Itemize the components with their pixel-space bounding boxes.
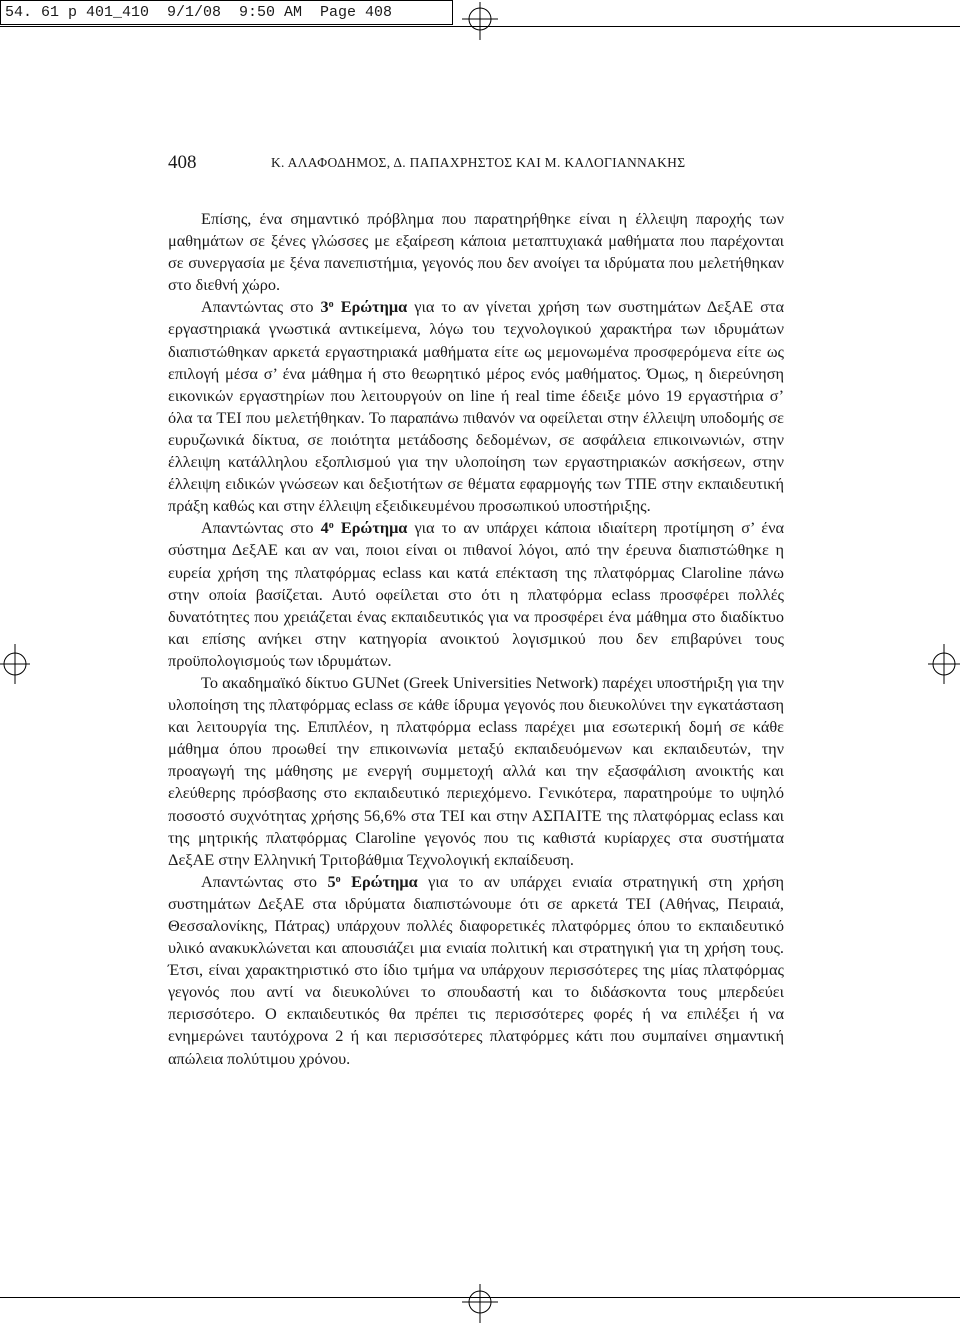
running-head-authors: Κ. ΑΛΑΦΟΔΗΜΟΣ, Δ. ΠΑΠΑΧΡΗΣΤΟΣ ΚΑΙ Μ. ΚΑΛΟΓΙΑΝΝΑΚΗΣ bbox=[271, 155, 686, 170]
registration-mark-top bbox=[460, 0, 500, 42]
page-number: 408 bbox=[168, 152, 197, 173]
question-label bbox=[321, 518, 408, 537]
paragraph-rest: για το αν υπάρχει ενιαία στρατηγική στη χρήση συστημάτων ΔεξΑΕ στα ιδρύματα διαπιστώνουμε ότι σε αρκετά ΤΕΙ (Αθήνας, Πειραιά, Θεσσαλονίκης, Πάτρας) υπάρχουν πολλές διαφορετικές πλατφόρμες όπου το εκπαιδευτικό υλικό ανακυκλώνεται και απουσιάζει μια ενιαία πολιτική και στρατηγική για τη χρήση τους. Έτσι, είναι χαρακτηριστικό στο ίδιο τμήμα να υπάρχουν περισσότερες της μίας πλατφόρμας γεγονός που αντί να διευκολύνει το σπουδαστή και το διδάσκοντα τους μπερδεύει περισσότερο. Ο εκπαιδευτικός θα πρέπει τις περισσότερες φορές ή να επιλέξει ή να ενημερώνει ταυτόχρονα 2 ή και περισσότερες πλατφόρμες κάτι που συμπαίνει σημαντική απώλεια πολύτιμου χρόνου. bbox=[168, 871, 784, 1068]
paragraph-1: Επίσης, ένα σημαντικό πρόβλημα που παρατηρήθηκε είναι η έλλειψη παροχής των μαθημάτων σε ξένες γλώσσες με εξαίρεση κάποια μεταπτυχιακά μαθήματα που παρέχονται σε συνεργασία με ξένα πανεπιστήμια, γεγονός που δεν ανοίγει τα ιδρύματα που μελετήθηκαν στο διεθνή χώρο. bbox=[168, 209, 784, 295]
paragraph-lead: Απαντώντας στο bbox=[201, 871, 328, 891]
question-number: 3 bbox=[320, 297, 329, 317]
question-label bbox=[327, 872, 417, 891]
question-word: Ερώτημα bbox=[351, 871, 418, 891]
question-number: 5 bbox=[327, 871, 336, 891]
ordinal-suffix: ο bbox=[335, 873, 341, 885]
paragraph-rest: για το αν γίνεται χρήση των συστημάτων ΔεξΑΕ στα εργαστηριακά γνωστικά αντικείμενα, λόγω του τεχνολογικού χαρακτήρα των ιδρυμάτων διαπιστώθηκαν αρκετά εργαστηριακά μαθήματα είτε ως μεμονωμένα προσφερόμενα είτε ως επιλογή μέσα σ’ ένα μάθημα ή στο θεωρητικό μέρος ενός μαθήματος. Όμως, η διερεύνηση εικονικών εργαστηρίων που λειτουργούν on line ή real time έδειξε μόνο 19 εργαστήρια σ’ όλα τα ΤΕΙ που μελετήθηκαν. Το παραπάνω πιθανόν να οφείλεται στην έλλειψη υποδομής σε ευρυζωνικά δίκτυα, σε ποιότητα μετάδοσης δεδομένων, σε ασφάλεια επικοινωνιών, στην έλλειψη κατάλληλου εξοπλισμού για την υλοποίηση των εργαστηριακών ασκήσεων, στην έλλειψη ειδικών γνώσεων και δεξιοτήτων σε θέματα εφαρμογής των ΤΠΕ στην εκπαιδευτική πράξη καθώς και στην έλλειψη εξειδικευμένου προσωπικού υποστήριξης. bbox=[168, 297, 784, 516]
paragraph-5 bbox=[168, 871, 784, 1070]
registration-mark-bottom bbox=[460, 1282, 500, 1323]
paragraph-lead: Απαντώντας στο bbox=[201, 518, 321, 538]
ordinal-suffix: ο bbox=[328, 299, 334, 311]
paragraph-rest: για το αν υπάρχει κάποια ιδιαίτερη προτίμηση σ’ ένα σύστημα ΔεξΑΕ και αν ναι, ποιοι είναι οι πιθανοί λόγοι, από την έρευνα διαπιστώθηκε η ευρεία χρήση της πλατφόρμας eclass και κατά επέκταση της πλατφόρμας Claroline πάνω στην οποία βασίζεται. Αυτό οφείλεται στο ότι η πλατφόρμα eclass προσφέρει πολλές δυνατότητες που χρειάζεται ένας εκπαιδευτικός για να προσφέρει ένα μάθημα στο διαδίκτυο και επίσης ανήκει στην κατηγορία ανοικτού λογισμικού που δεν επιβαρύνει τους προϋπολογισμούς των ιδρυμάτων. bbox=[168, 518, 784, 670]
question-word: Ερώτημα bbox=[340, 297, 408, 317]
registration-mark-right bbox=[926, 642, 960, 686]
paragraph-lead: Απαντώντας στο bbox=[201, 297, 321, 317]
print-slug: 54. 61 p 401_410 9/1/08 9:50 AM Page 408 bbox=[0, 0, 453, 25]
question-label bbox=[321, 297, 408, 316]
question-word: Ερώτημα bbox=[340, 518, 408, 538]
paragraph-3 bbox=[168, 517, 784, 672]
question-number: 4 bbox=[320, 518, 329, 538]
registration-mark-left bbox=[0, 642, 30, 686]
paragraph-2 bbox=[168, 296, 784, 517]
ordinal-suffix: ο bbox=[328, 520, 334, 532]
running-head bbox=[168, 152, 788, 176]
paragraph-4: Το ακαδημαϊκό δίκτυο GUNet (Greek Universities Network) παρέχει υποστήριξη για την υλοποίηση της πλατφόρμας eclass σε κάθε ίδρυμα γεγονός που διευκολύνει την εγκατάσταση και λειτουργία της. Επιπλέον, η πλατφόρμα eclass παρέχει μια εσωτερική δομή σε κάθε μάθημα όπου προωθεί την επικοινωνία μεταξύ εκπαιδευόμενων και εκπαιδευτών, την προαγωγή της μάθησης με ενεργή συμμετοχή αλλά και την εξασφάλιση ανοικτής και ελεύθερης πρόσβασης στο εκπαιδευτικό περιεχόμενο. Γενικότερα, παρατηρούμε το υψηλό ποσοστό συχνότητας χρήσης 56,6% στα ΤΕΙ και στην ΑΣΠΑΙΤΕ της πλατφόρμας eclass και της μητρικής πλατφόρμας Claroline γεγονός που τις καθιστά κυρίαρχες στα συστήματα ΔεξΑΕ στην Ελληνική Τριτοβάθμια Τεχνολογική εκπαίδευση. bbox=[168, 672, 784, 869]
body-text bbox=[168, 208, 784, 1070]
